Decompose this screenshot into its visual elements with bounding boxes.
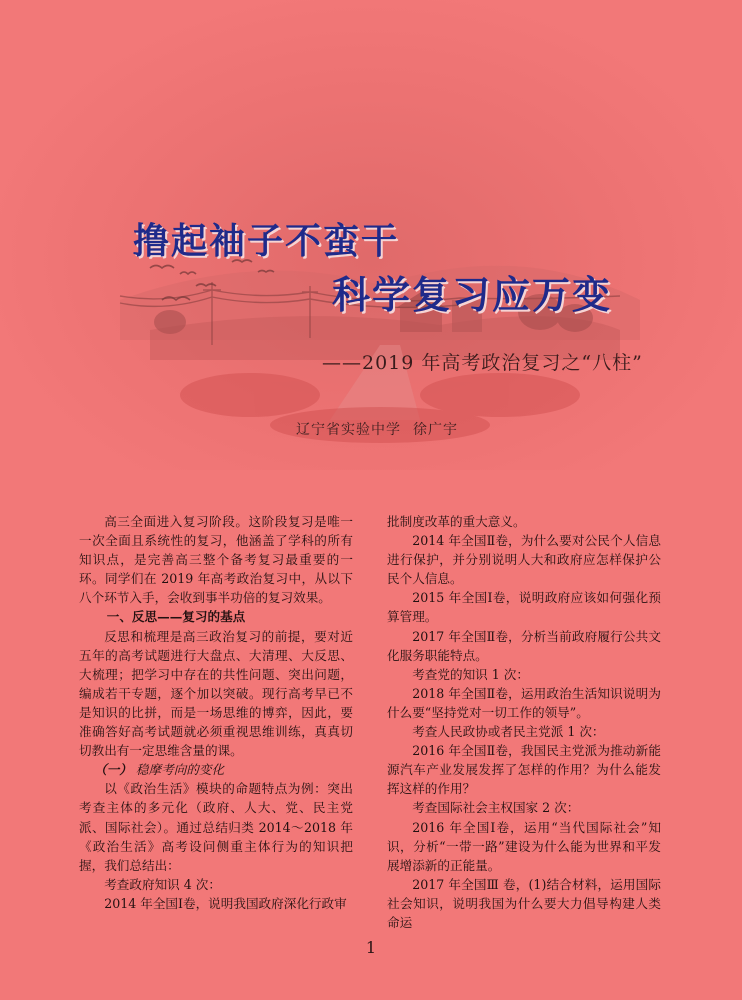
subtitle: ——2019 年高考政治复习之“八柱” [322,352,643,374]
subsection-number: （一） [94,762,132,778]
subsection-heading [79,760,353,779]
paragraph: 考查国际社会主权国家 2 次： [412,800,580,816]
author-line [296,419,458,439]
author-school: 辽宁省实验中学 [296,422,401,438]
section-heading: 一、反思——复习的基点 [106,609,246,625]
subsection-title: 稳摩考向的变化 [135,762,225,778]
paragraph: 2015 年全国Ⅰ卷，说明政府应该如何强化预算管理。 [387,590,661,625]
paragraph: 考查党的知识 1 次： [412,666,529,682]
author-name: 徐广宇 [413,422,458,438]
paragraph: 考查政府知识 4 次： [104,876,221,892]
page-number: 1 [365,938,377,957]
paragraph: 2016 年全国Ⅰ卷，运用“当代国际社会”知识，分析“一带一路”建设为什么能为世界和平发展增添新的正能量。 [387,819,661,873]
paragraph: 2016 年全国Ⅱ卷，我国民主党派为推动新能源汽车产业发展发挥了怎样的作用？为什么能发挥这样的作用？ [387,743,661,797]
paragraph: 2018 年全国Ⅱ卷，运用政治生活知识说明为什么要“坚持党对一切工作的领导”。 [387,685,661,720]
paragraph: 高三全面进入复习阶段。这阶段复习是唯一一次全面且系统性的复习，他涵盖了学科的所有知识点，是完善高三整个备考复习最重要的一环。同学们在 2019 年高考政治复习中，从以下八个环节入手，会收到事半功倍的复习效果。 [79,514,353,606]
title-line-1: 撸起袖子不蛮干 [133,221,400,262]
paragraph: 2014 年全国Ⅱ卷，为什么要对公民个人信息进行保护，并分别说明人大和政府应怎样保护公民个人信息。 [387,533,661,587]
paragraph: 批制度改革的重大意义。 [387,514,526,529]
paragraph: 反思和梳理是高三政治复习的前提，要对近五年的高考试题进行大盘点、大清理、大反思、大梳理；把学习中存在的共性问题、突出问题，编成若干专题，逐个加以突破。现行高考早已不是知识的比拼，而是一场思维的博弈，因此，要准确答好高考试题就必须重视思维训练，真真切切教出有一定思维含量的课。 [79,628,353,759]
text-column-left [79,512,353,913]
paragraph: 考查人民政协或者民主党派 1 次： [412,724,605,740]
paragraph: 以《政治生活》模块的命题特点为例：突出考查主体的多元化（政府、人大、党、民主党派、国际社会）。通过总结归类 2014～2018 年《政治生活》高考设问侧重主体行为的知识把握，我们总结出： [79,781,353,873]
title-line-2: 科学复习应万变 [332,273,613,317]
text-column-right [387,512,661,932]
paragraph: 2017 年全国Ⅱ卷，分析当前政府履行公共文化服务职能特点。 [387,628,661,663]
paragraph: 2017 年全国Ⅲ 卷，(1)结合材料，运用国际社会知识，说明我国为什么要大力倡导构建人类命运 [387,876,661,930]
paragraph: 2014 年全国Ⅰ卷，说明我国政府深化行政审 [104,895,347,911]
